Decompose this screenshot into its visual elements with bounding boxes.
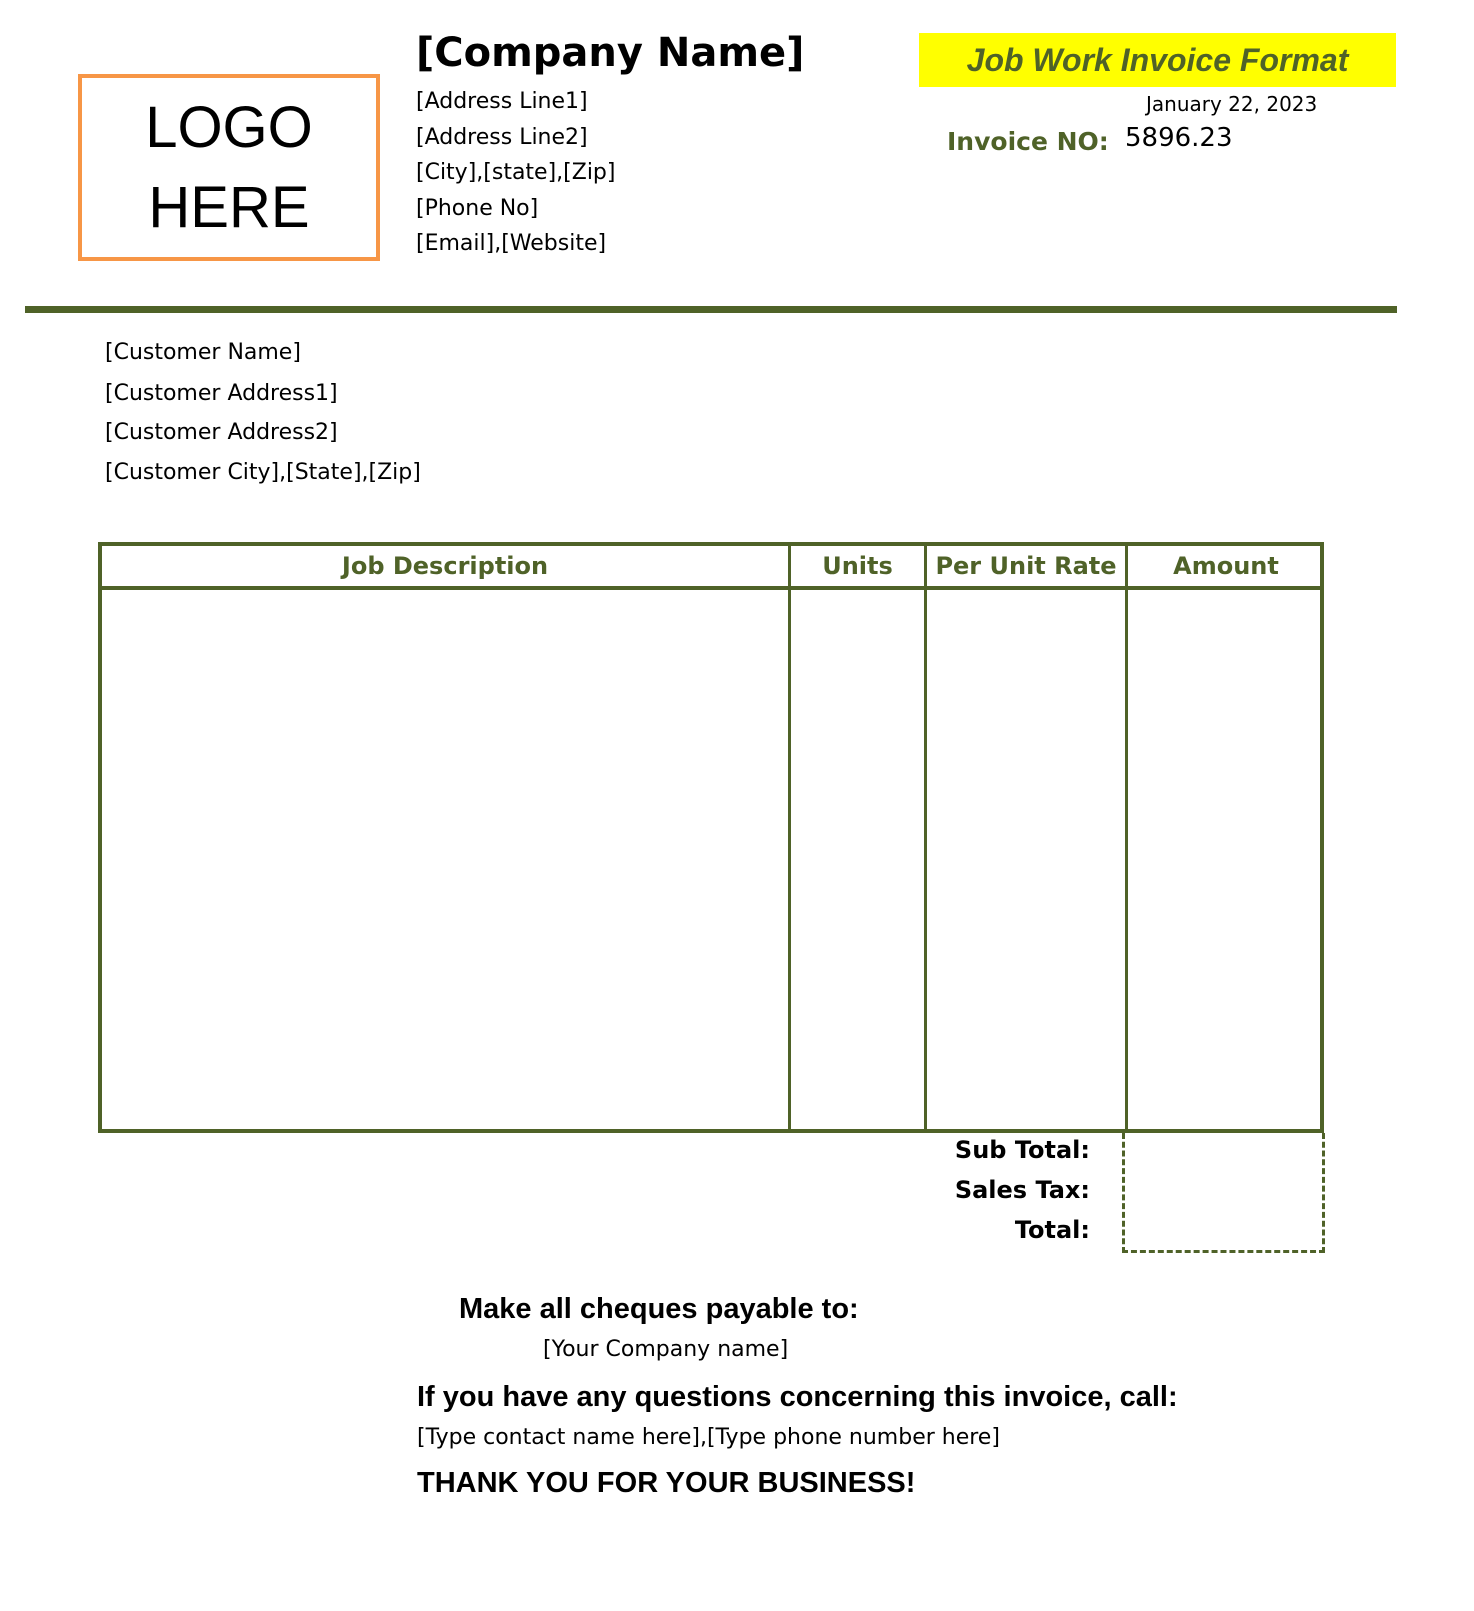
customer-city-state-zip: [Customer City],[State],[Zip]	[105, 460, 421, 485]
column-divider	[924, 546, 927, 1129]
payable-company-name: [Your Company name]	[543, 1337, 789, 1362]
invoice-title: Job Work Invoice Format	[966, 41, 1349, 78]
city-state-zip: [City],[state],[Zip]	[416, 160, 616, 185]
column-divider	[1125, 546, 1128, 1129]
invoice-date: January 22, 2023	[1146, 92, 1318, 116]
customer-address-2: [Customer Address2]	[105, 420, 338, 445]
job-items-table	[98, 542, 1324, 1133]
invoice-number-label: Invoice NO:	[947, 127, 1109, 156]
totals-value-box	[1122, 1133, 1325, 1253]
address-line-2: [Address Line2]	[416, 125, 588, 150]
column-header-job-description: Job Description	[341, 552, 549, 580]
total-label: Total:	[1014, 1216, 1090, 1244]
customer-name: [Customer Name]	[105, 340, 301, 365]
thank-you-message: THANK YOU FOR YOUR BUSINESS!	[417, 1467, 916, 1499]
logo-text-line2: HERE	[148, 174, 310, 240]
contact-info: [Type contact name here],[Type phone number here]	[417, 1425, 1000, 1450]
header-divider	[25, 306, 1397, 313]
logo-placeholder	[78, 74, 380, 261]
invoice-number-value: 5896.23	[1125, 123, 1233, 153]
invoice-title-banner	[919, 33, 1396, 87]
email-website: [Email],[Website]	[416, 231, 607, 256]
questions-heading: If you have any questions concerning this invoice, call:	[417, 1381, 1178, 1413]
company-name: [Company Name]	[416, 30, 805, 76]
cheques-heading: Make all cheques payable to:	[459, 1293, 859, 1325]
table-header-divider	[102, 586, 1320, 590]
subtotal-label: Sub Total:	[954, 1136, 1090, 1164]
customer-address-1: [Customer Address1]	[105, 381, 338, 406]
address-line-1: [Address Line1]	[416, 89, 588, 114]
sales-tax-label: Sales Tax:	[954, 1176, 1090, 1204]
phone-number: [Phone No]	[416, 196, 539, 221]
column-divider	[788, 546, 791, 1129]
column-header-units: Units	[822, 552, 893, 580]
column-header-amount: Amount	[1173, 552, 1279, 580]
column-header-per-unit-rate: Per Unit Rate	[935, 552, 1117, 580]
logo-text-line1: LOGO	[145, 94, 313, 160]
